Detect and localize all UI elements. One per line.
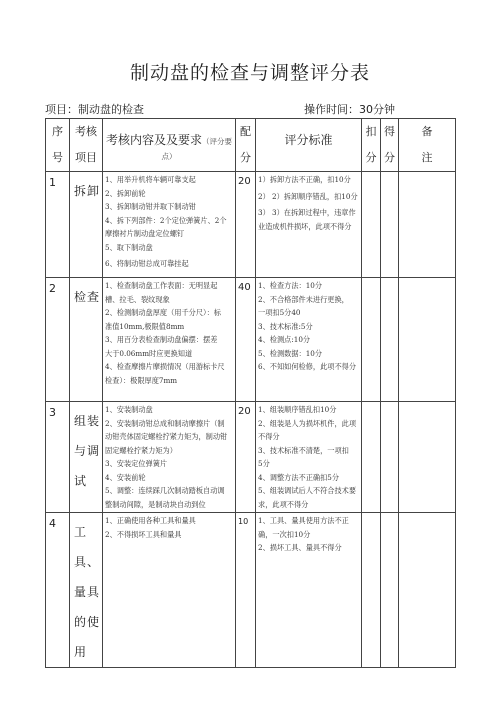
row-deduct-cell: [362, 402, 381, 513]
header-remark: 备 注: [399, 119, 456, 172]
row-remark-cell: [399, 402, 456, 513]
row-deduct-cell: [362, 513, 381, 668]
row-criteria: 1、检查方法：10分 2、不合格部件未进行更换， 一项扣5分40 3、技术标准:5分 4、检测点:10分 5、检测数据：10分 6、不知如何检修，此项不得分: [256, 278, 362, 402]
header-points: 配 分: [236, 119, 256, 172]
row-points: 20: [236, 402, 256, 513]
header-seq: 序 号: [46, 119, 70, 172]
row-score-cell: [381, 278, 399, 402]
row-criteria: 1、工具、量具使用方法不正 确，一次扣10分 2、损坏工具、量具不得分: [256, 513, 362, 668]
row-deduct-cell: [362, 172, 381, 278]
header-item: 考核 项目: [70, 119, 103, 172]
table-row: [46, 402, 456, 513]
row-points: 40: [236, 278, 256, 402]
row-item: 检查: [70, 278, 103, 402]
row-content: 1、正确使用各种工具和量具 2、不得损坏工具和量具: [103, 513, 236, 668]
row-content: 1、检查制动盘工作表面：无明显起 槽、拉毛、裂纹现象 2、检测制动盘厚度（用千分尺）：标 准值10mm,极限值8mm 3、用百分表检查制动盘偏摆：摆差 大于0.06mm时应更换知道 4、检查摩擦片摩损情况（用游标卡尺 检查）：极限厚度7mm: [103, 278, 236, 402]
row-remark-cell: [399, 278, 456, 402]
row-deduct-cell: [362, 278, 381, 402]
header-content: 考核内容及及要求（评分要 点）: [103, 119, 236, 172]
row-item: 拆卸: [70, 172, 103, 278]
row-points: 20: [236, 172, 256, 278]
table-row: [46, 278, 456, 402]
row-item: 组装 与调 试: [70, 402, 103, 513]
row-number: 4: [46, 513, 70, 668]
row-remark-cell: [399, 513, 456, 668]
row-content: 1、用举升机将车辆可靠支起 2、拆卸前轮 3、拆卸制动钳并取下制动钳 4、拆下列部件：2个定位弹簧片、2个 摩擦衬片制动盘定位螺钉 5、取下制动盘 6、将制动钳总成可靠挂起: [103, 172, 236, 278]
row-criteria: 1）拆卸方法不正确，扣10分 2） 2）拆卸顺序错乱，扣10分 3） 3）在拆卸过程中，违章作 业造成机件损坏，此项不得分: [256, 172, 362, 278]
row-score-cell: [381, 402, 399, 513]
time-label: 操作时间：30分钟: [304, 103, 395, 116]
row-number: 2: [46, 278, 70, 402]
score-table: [45, 118, 456, 668]
header-score: 得 分: [381, 119, 399, 172]
header-deduct: 扣 分: [362, 119, 381, 172]
row-number: 3: [46, 402, 70, 513]
row-number: 1: [46, 172, 70, 278]
table-header-row: [46, 119, 456, 172]
project-label: 项目：制动盘的检查: [45, 103, 144, 116]
row-content: 1、安装制动盘 2、安装制动钳总成和制动摩擦片（制 动钳壳体固定螺栓拧紧力矩为，制动钳 固定螺栓拧紧力矩为） 3、安装定位弹簧片 4、安装前轮 5、调整：连续踩几次制动踏板自动调 整制动间隙，是制动块自动到位: [103, 402, 236, 513]
row-remark-cell: [399, 172, 456, 278]
header-criteria: 评分标准: [256, 119, 362, 172]
page-title: 制动盘的检查与调整评分表: [129, 62, 370, 84]
table-row: [46, 513, 456, 668]
row-score-cell: [381, 513, 399, 668]
row-item: 工 具、 量具 的使 用: [70, 513, 103, 668]
row-score-cell: [381, 172, 399, 278]
table-row: [46, 172, 456, 278]
row-points: 10: [236, 513, 256, 668]
row-criteria: 1、组装顺序错乱扣10分 2、组装是人为损坏机件，此项 不得分 3、技术标准不清楚，一项扣 5分 4、调整方法不正确扣5分 5、组装调试后人不符合技术要 求，此项不得分: [256, 402, 362, 513]
